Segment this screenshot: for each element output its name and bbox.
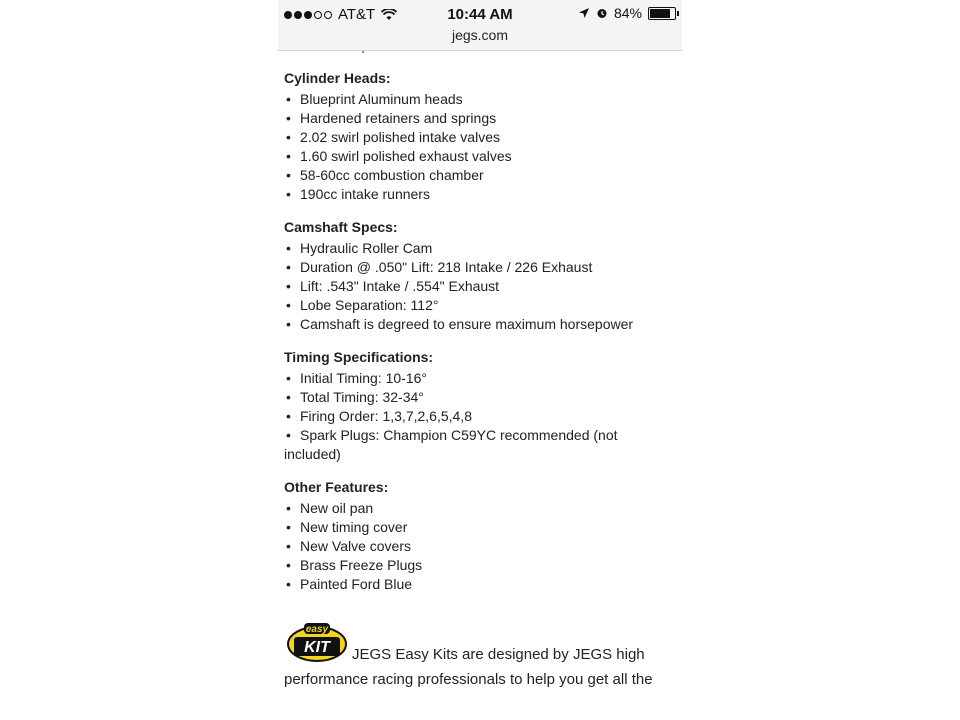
section-title: Cylinder Heads:	[284, 70, 391, 86]
list-item: • Firing Order: 1,3,7,2,6,5,4,8	[284, 407, 676, 426]
section-other-features	[284, 478, 676, 594]
list-item: • 58-60cc combustion chamber	[284, 166, 676, 185]
list-item: • Spark Plugs: Champion C59YC recommended (not	[284, 426, 676, 445]
list-item-continuation: included)	[284, 446, 341, 462]
easy-kit-logo-top: easy	[305, 624, 329, 635]
section-title: Timing Specifications:	[284, 349, 434, 365]
list-item: • Total Timing: 32-34°	[284, 388, 676, 407]
list-item: • New oil pan	[284, 499, 676, 518]
list-item: • Duration @ .050" Lift: 218 Intake / 226 Exhaust	[284, 258, 676, 277]
phone-screen	[278, 0, 682, 720]
easy-kit-logo-bottom: KIT	[304, 639, 330, 656]
list-item: • Lift: .543" Intake / .554" Exhaust	[284, 277, 676, 296]
url-bar[interactable]: jegs.com	[451, 27, 509, 43]
list-item: • New Valve covers	[284, 537, 676, 556]
list-item: • 2.02 swirl polished intake valves	[284, 128, 676, 147]
list-item: • Blueprint Aluminum heads	[284, 90, 676, 109]
list-item: • Brass Freeze Plugs	[284, 556, 676, 575]
easy-kit-line-1: JEGS Easy Kits are designed by JEGS high	[352, 646, 645, 663]
carrier-label: AT&T	[338, 6, 376, 23]
section-camshaft-specs	[284, 218, 676, 334]
battery-icon	[648, 7, 676, 20]
easy-kit-line-2: performance racing professionals to help you get all the	[284, 671, 653, 688]
list-item: • 1.60 swirl polished exhaust valves	[284, 147, 676, 166]
list-item: • Hardened retainers and springs	[284, 109, 676, 128]
alarm-icon	[596, 7, 608, 19]
section-title: Camshaft Specs:	[284, 219, 398, 235]
easy-kit-logo	[286, 620, 348, 662]
list-item: • 190cc intake runners	[284, 185, 676, 204]
list-item: • Painted Ford Blue	[284, 575, 676, 594]
clock-time: 10:44 AM	[447, 6, 513, 23]
status-right-group	[578, 5, 676, 21]
easy-kit-block	[284, 614, 676, 694]
list-item: • Lobe Separation: 112°	[284, 296, 676, 315]
list-item: • New timing cover	[284, 518, 676, 537]
status-bar	[278, 0, 682, 51]
section-timing-specifications	[284, 348, 676, 464]
list-item: • Initial Timing: 10-16°	[284, 369, 676, 388]
list-item: • Camshaft is degreed to ensure maximum horsepower	[284, 315, 676, 334]
section-cylinder-heads	[284, 69, 676, 204]
list-item: • Hydraulic Roller Cam	[284, 239, 676, 258]
location-arrow-icon	[578, 7, 590, 19]
battery-percent: 84%	[613, 5, 642, 21]
section-title: Other Features:	[284, 479, 389, 495]
product-description	[284, 36, 676, 694]
